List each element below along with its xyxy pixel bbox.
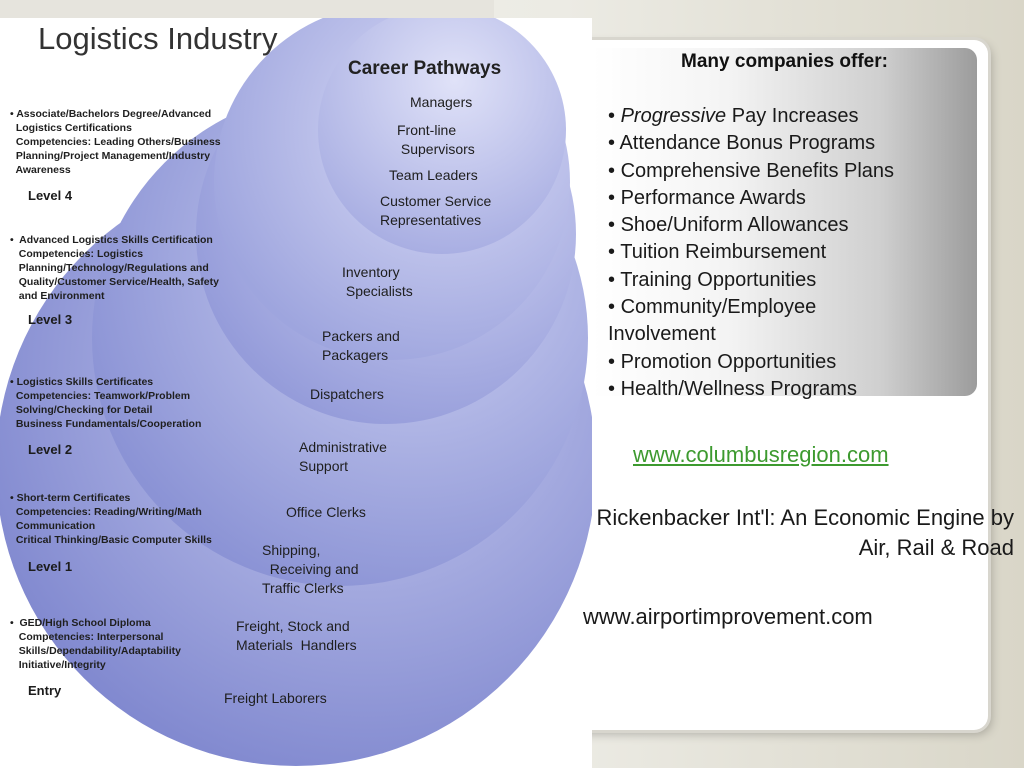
benefits-list [608,103,980,403]
bullet: • [608,350,616,373]
job-packers: Packers and Packagers [322,328,400,363]
benefit-text: Training Opportunities [620,268,817,291]
airportimprovement-link[interactable]: www.airportimprovement.com [583,604,873,629]
job-freight-handlers: Freight, Stock and Materials Handlers [236,618,357,653]
benefit-text: Attendance Bonus Programs [619,132,876,155]
benefit-text: Performance Awards [620,186,806,209]
diagram-subtitle: Career Pathways [348,58,502,79]
benefit-text: Health/Wellness Programs [620,377,857,400]
bullet: • [608,186,616,209]
benefit-item [608,212,980,239]
job-shipping-clerks: Shipping, Receiving and Traffic Clerks [262,542,359,596]
entry-label: Entry [28,683,62,698]
entry-requirements: • GED/High School Diploma Competencies: Interpersonal Skills/Dependability/Adaptability Initiative/Integrity [10,617,181,671]
bullet: • [608,105,616,127]
job-front-line-supervisors: Front-line Supervisors [397,122,475,157]
career-pathways-diagram [0,18,592,768]
job-office-clerks: Office Clerks [286,504,366,520]
job-customer-service: Customer Service Representatives [380,193,492,228]
bullet: • [608,377,616,400]
benefit-item [608,130,980,157]
level-1-label: Level 1 [28,559,73,574]
level-1-requirements: • Short-term Certificates Competencies: Reading/Writing/Math Communication Critical Thinking/Basic Computer Skills [10,492,212,546]
rickenbacker-title: Rickenbacker Int'l: An Economic Engine by Air, Rail & Road [596,505,1014,560]
level-4-requirements: • Associate/Bachelors Degree/Advanced Logistics Certifications Competencies: Leading Others/Business Planning/Project Management/Industry Awareness [10,108,221,176]
benefits-box [592,48,977,400]
job-inventory-specialists: Inventory Specialists [342,264,413,299]
columbusregion-link[interactable]: www.columbusregion.com [633,442,889,467]
bullet: • [608,268,616,291]
bullet: • [608,296,616,319]
level-2-requirements: • Logistics Skills Certificates Competencies: Teamwork/Problem Solving/Checking for Detail Business Fundamentals/Cooperation [10,376,202,430]
benefit-text: Promotion Opportunities [620,350,837,373]
benefit-item [608,267,980,294]
bullet: • [608,241,616,264]
bullet: • [608,159,616,182]
job-dispatchers: Dispatchers [310,386,384,402]
bullet: • [608,214,616,237]
diagram-title: Logistics Industry [38,21,278,56]
benefits-title: Many companies offer: [681,51,888,72]
benefit-item [608,239,980,266]
benefit-item [608,158,980,185]
benefit-text: Tuition Reimbursement [620,241,827,264]
benefit-item [608,185,980,212]
bullet: • [608,132,616,155]
job-managers: Managers [410,94,473,110]
level-4-label: Level 4 [28,188,73,203]
level-2-label: Level 2 [28,442,73,457]
level-3-label: Level 3 [28,312,73,327]
benefit-item [608,103,980,130]
benefit-item [608,376,980,403]
benefit-text: Comprehensive Benefits Plans [620,159,895,182]
benefit-text: Pay Increases [726,105,859,127]
job-freight-laborers: Freight Laborers [224,690,327,706]
benefit-emphasis: Progressive [620,105,727,127]
benefit-text: Shoe/Uniform Allowances [620,214,849,237]
benefit-item [608,349,980,376]
benefit-text: Community/Employee Involvement [608,296,817,346]
benefit-item [592,294,898,349]
job-administrative-support: Administrative Support [299,439,387,474]
level-3-requirements: • Advanced Logistics Skills Certification Competencies: Logistics Planning/Technology/Regulations and Quality/Customer Service/Health, Safety and Environment [10,234,219,302]
job-team-leaders: Team Leaders [389,167,478,183]
